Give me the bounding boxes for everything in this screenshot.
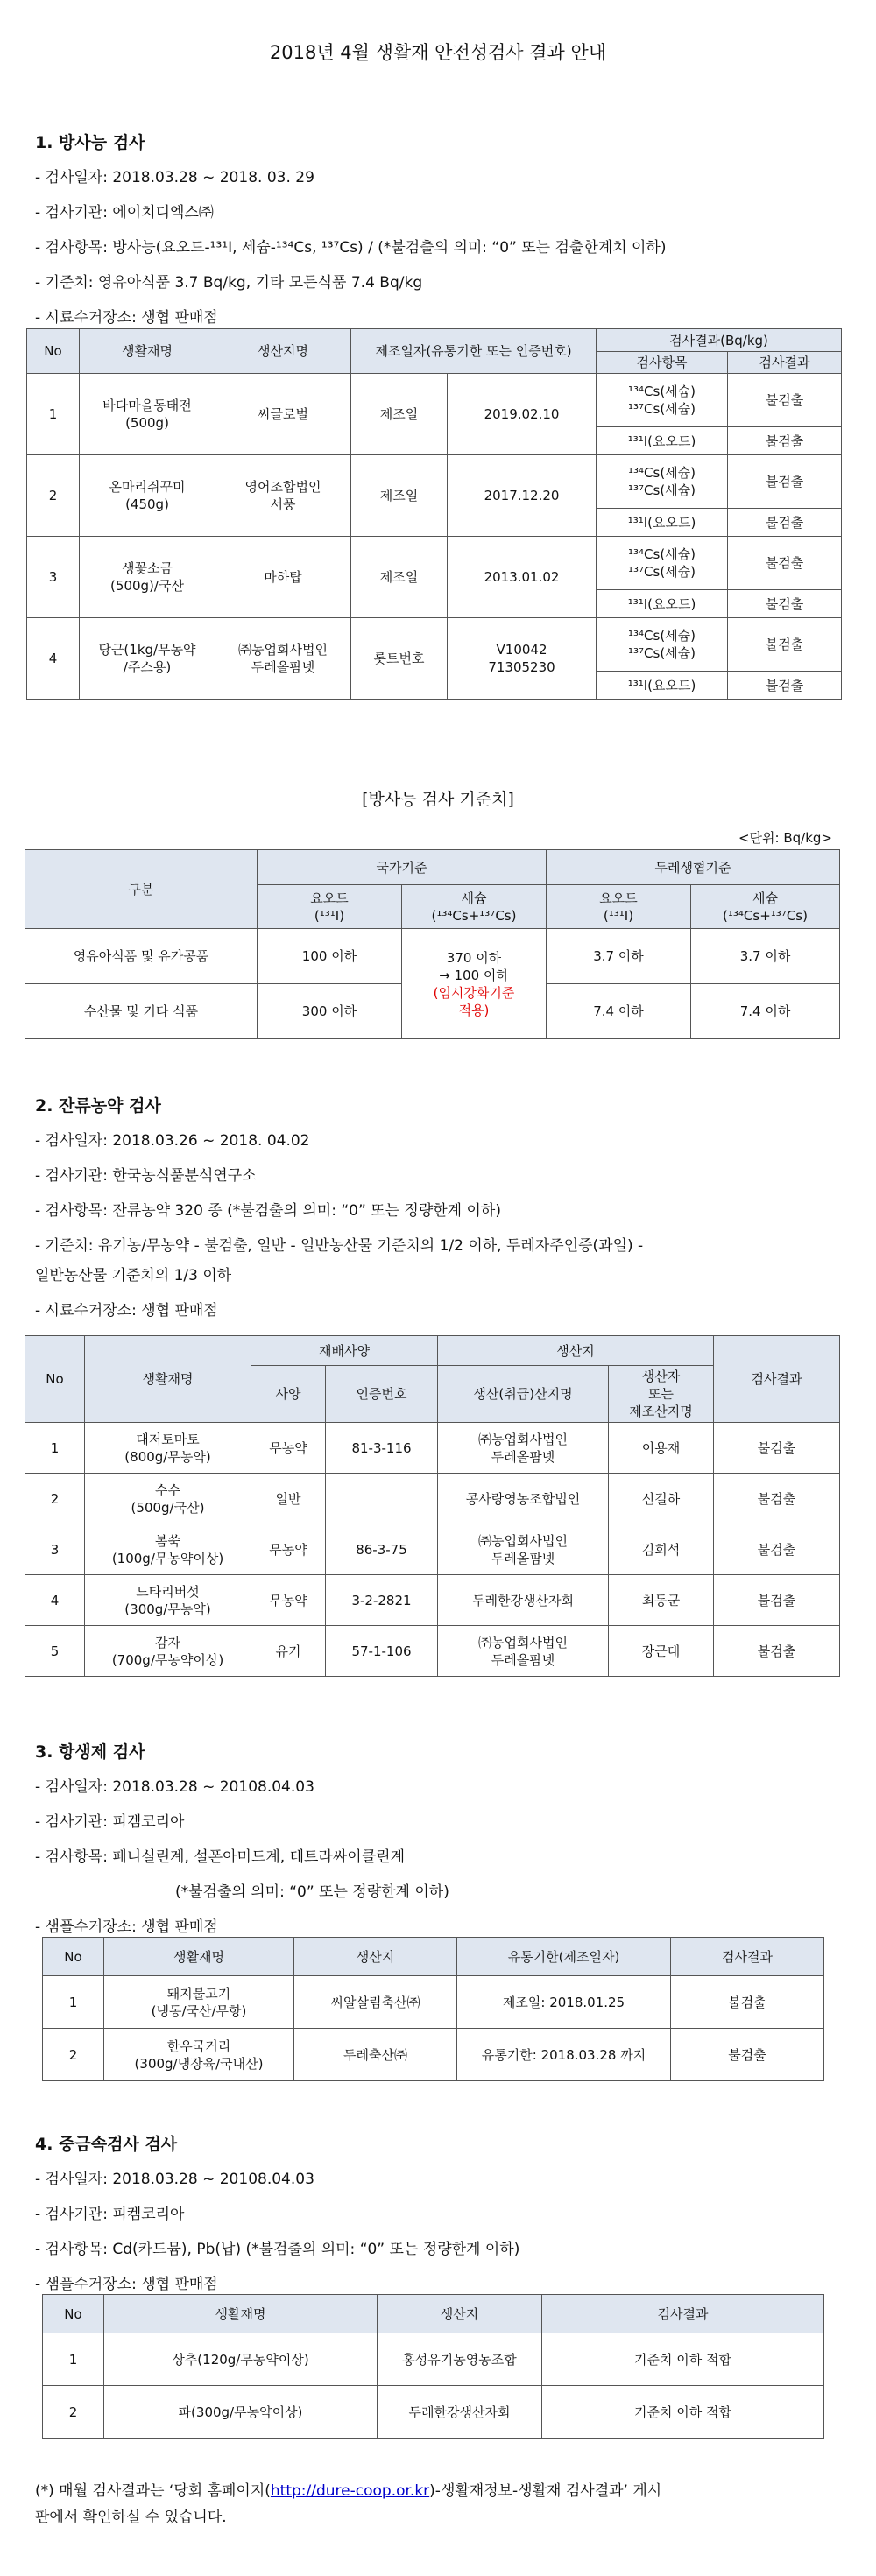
- cell-no: 2: [43, 2386, 104, 2439]
- cell-item: ¹³⁴Cs(세슘) ¹³⁷Cs(세슘): [597, 537, 728, 590]
- cell-producer: 장근대: [609, 1626, 714, 1677]
- cell-producer: 최동군: [609, 1575, 714, 1626]
- cell-label: 수산물 및 기타 식품: [25, 984, 258, 1039]
- col-no: No: [27, 329, 80, 374]
- col-name: 생활재명: [85, 1336, 251, 1423]
- table-row: [43, 2386, 824, 2439]
- col-no: No: [43, 1938, 104, 1976]
- cell-origin: 홍성유기농영농조합: [378, 2333, 542, 2386]
- cell-origin: 씨글로벌: [215, 374, 351, 455]
- cell-spec: 무농약: [251, 1575, 326, 1626]
- cell-value: 300 이하: [258, 984, 402, 1039]
- cell-result: 기준치 이하 적합: [542, 2333, 824, 2386]
- footer-note: [35, 2478, 850, 2530]
- info-line: - 검사일자: 2018.03.28 ~ 20108.04.03: [35, 1778, 314, 1796]
- cell-result: 불검출: [671, 2029, 824, 2081]
- col-name: 생활재명: [80, 329, 215, 374]
- cell-result: 불검출: [728, 618, 842, 672]
- col-iodine: 요오드 (¹³¹I): [258, 885, 402, 929]
- col-farm: 재배사양: [251, 1336, 438, 1366]
- pesticide-table: [25, 1335, 840, 1677]
- cell-name: 수수 (500g/국산): [85, 1474, 251, 1524]
- col-cesium: 세슘 (¹³⁴Cs+¹³⁷Cs): [691, 885, 840, 929]
- cell-name: 상추(120g/무농약이상): [104, 2333, 378, 2386]
- cell-origin: 마하탑: [215, 537, 351, 618]
- col-name: 생활재명: [104, 1938, 294, 1976]
- info-line: - 시료수거장소: 생협 판매점: [35, 309, 218, 327]
- cell-result: 불검출: [728, 537, 842, 590]
- info-line: - 검사항목: 잔류농약 320 종 (*불검출의 의미: “0” 또는 정량한계 이하): [35, 1202, 501, 1220]
- cell-result: 불검출: [714, 1626, 840, 1677]
- cesium-note: (임시강화기준 적용): [433, 984, 515, 1018]
- standards-unit: <단위: Bq/kg>: [738, 830, 832, 846]
- cell-prod: ㈜농업회사법인 두레올팜넷: [438, 1524, 609, 1575]
- cell-no: 2: [27, 455, 80, 537]
- info-line: - 기준치: 유기농/무농약 - 불검출, 일반 - 일반농산물 기준치의 1/2 이하, 두레자주인증(과일) -: [35, 1237, 644, 1255]
- cell-name: 온마리쥐꾸미 (450g): [80, 455, 215, 537]
- cell-result: 불검출: [728, 672, 842, 700]
- cell-no: 5: [25, 1626, 85, 1677]
- cell-name: 당근(1kg/무농약 /주스용): [80, 618, 215, 700]
- section-heading: 4. 중금속검사 검사: [35, 2135, 178, 2154]
- cell-cert: 3-2-2821: [326, 1575, 438, 1626]
- cell-date: 2017.12.20: [448, 455, 597, 537]
- standards-heading: [방사능 검사 기준치]: [362, 790, 514, 809]
- cell-name: 바다마을동태전 (500g): [80, 374, 215, 455]
- cell-date-type: 제조일: [351, 537, 448, 618]
- col-origin: 생산지: [438, 1336, 714, 1366]
- section-antibiotics: [35, 1739, 850, 1952]
- cell-value: 7.4 이하: [691, 984, 840, 1039]
- cell-result: 기준치 이하 적합: [542, 2386, 824, 2439]
- col-result: 검사결과: [714, 1336, 840, 1423]
- cell-date-type: 제조일: [351, 455, 448, 537]
- table-row: [27, 537, 842, 590]
- info-line: - 시료수거장소: 생협 판매점: [35, 1302, 218, 1320]
- heavy-metals-table: [42, 2294, 824, 2439]
- cell-prod: 두레한강생산자회: [438, 1575, 609, 1626]
- info-line: - 검사일자: 2018.03.26 ~ 2018. 04.02: [35, 1132, 310, 1150]
- info-line: - 샘플수거장소: 생협 판매점: [35, 1918, 218, 1936]
- col-producer: 생산자 또는 제조산지명: [609, 1366, 714, 1423]
- cell-name: 감자 (700g/무농약이상): [85, 1626, 251, 1677]
- cell-name: 돼지불고기 (냉동/국산/무항): [104, 1976, 294, 2029]
- cell-name: 파(300g/무농약이상): [104, 2386, 378, 2439]
- cell-no: 3: [25, 1524, 85, 1575]
- col-no: No: [25, 1336, 85, 1423]
- table-row: [27, 455, 842, 509]
- table-row: [25, 1474, 840, 1524]
- cell-result: 불검출: [714, 1423, 840, 1474]
- section-pesticide: [35, 1093, 850, 1335]
- cell-date: 2013.01.02: [448, 537, 597, 618]
- cell-spec: 무농약: [251, 1524, 326, 1575]
- col-result: 검사결과: [671, 1938, 824, 1976]
- cell-spec: 유기: [251, 1626, 326, 1677]
- cell-value: 7.4 이하: [547, 984, 691, 1039]
- footer-line: [35, 2478, 850, 2504]
- col-gubun: 구분: [25, 850, 258, 929]
- table-row: [27, 618, 842, 672]
- info-line: - 검사항목: Cd(카드뮴), Pb(납) (*불검출의 의미: “0” 또는 정량한계 이하): [35, 2241, 520, 2258]
- cell-item: ¹³¹I(요오드): [597, 509, 728, 537]
- col-prod: 생산(취급)산지명: [438, 1366, 609, 1423]
- cell-no: 2: [43, 2029, 104, 2081]
- col-dure: 두레생협기준: [547, 850, 840, 885]
- cell-no: 1: [43, 1976, 104, 2029]
- cell-no: 4: [27, 618, 80, 700]
- cell-origin: 영어조합법인 서풍: [215, 455, 351, 537]
- section-heavy-metals: [35, 2131, 850, 2309]
- section-radiation: [35, 130, 850, 342]
- cell-spec: 무농약: [251, 1423, 326, 1474]
- col-origin: 생산지: [294, 1938, 457, 1976]
- cell-date: 유통기한: 2018.03.28 까지: [457, 2029, 671, 2081]
- info-line: - 검사항목: 페니실린계, 설폰아미드계, 테트라싸이클린계: [35, 1848, 405, 1866]
- col-cesium: 세슘 (¹³⁴Cs+¹³⁷Cs): [402, 885, 547, 929]
- radiation-table: [26, 328, 842, 700]
- table-row: [43, 1976, 824, 2029]
- cell-value: 100 이하: [258, 929, 402, 984]
- section-heading: 3. 항생제 검사: [35, 1742, 145, 1762]
- cell-origin: 씨알살림축산㈜: [294, 1976, 457, 2029]
- col-result: 검사결과(Bq/kg): [597, 329, 842, 352]
- cell-result: 불검출: [714, 1575, 840, 1626]
- cell-cert: 81-3-116: [326, 1423, 438, 1474]
- section-heading: 1. 방사능 검사: [35, 133, 145, 152]
- cell-no: 1: [27, 374, 80, 455]
- col-no: No: [43, 2295, 104, 2333]
- cell-prod: ㈜농업회사법인 두레올팜넷: [438, 1423, 609, 1474]
- homepage-link[interactable]: http://dure-coop.or.kr: [270, 2482, 430, 2500]
- cell-result: 불검출: [714, 1524, 840, 1575]
- footer-text: (*) 매월 검사결과는 ‘당회 홈페이지(: [35, 2482, 271, 2500]
- standards-table: [25, 849, 840, 1039]
- cell-no: 4: [25, 1575, 85, 1626]
- cell-item: ¹³⁴Cs(세슘) ¹³⁷Cs(세슘): [597, 455, 728, 509]
- cell-name: 느타리버섯 (300g/무농약): [85, 1575, 251, 1626]
- cell-item: ¹³⁴Cs(세슘) ¹³⁷Cs(세슘): [597, 618, 728, 672]
- table-row: [25, 1524, 840, 1575]
- col-cert: 인증번호: [326, 1366, 438, 1423]
- cell-prod: ㈜농업회사법인 두레올팜넷: [438, 1626, 609, 1677]
- cell-no: 1: [43, 2333, 104, 2386]
- info-line: - 검사일자: 2018.03.28 ~ 2018. 03. 29: [35, 169, 314, 187]
- cesium-limit: 370 이하 → 100 이하: [439, 949, 509, 983]
- cell-producer: 이용재: [609, 1423, 714, 1474]
- section-heading: 2. 잔류농약 검사: [35, 1096, 161, 1116]
- table-row: [25, 1423, 840, 1474]
- cell-value: 3.7 이하: [691, 929, 840, 984]
- cell-no: 3: [27, 537, 80, 618]
- cell-prod: 콩사랑영농조합법인: [438, 1474, 609, 1524]
- cell-result: 불검출: [728, 427, 842, 455]
- cell-cesium-national: [402, 929, 547, 1039]
- info-line: - 검사일자: 2018.03.28 ~ 20108.04.03: [35, 2171, 314, 2188]
- cell-origin: 두레한강생산자회: [378, 2386, 542, 2439]
- cell-date-type: 롯트번호: [351, 618, 448, 700]
- info-line: - 검사기관: 한국농식품분석연구소: [35, 1167, 257, 1185]
- info-line: - 기준치: 영유아식품 3.7 Bq/kg, 기타 모든식품 7.4 Bq/kg: [35, 274, 423, 292]
- cell-producer: 김희석: [609, 1524, 714, 1575]
- cell-name: 생꽃소금 (500g)/국산: [80, 537, 215, 618]
- footer-line: 판에서 확인하실 수 있습니다.: [35, 2509, 227, 2526]
- col-origin: 생산지명: [215, 329, 351, 374]
- cell-item: ¹³⁴Cs(세슘) ¹³⁷Cs(세슘): [597, 374, 728, 427]
- table-row: [25, 1626, 840, 1677]
- cell-item: ¹³¹I(요오드): [597, 427, 728, 455]
- cell-spec: 일반: [251, 1474, 326, 1524]
- info-line: - 샘플수거장소: 생협 판매점: [35, 2276, 218, 2293]
- table-row: [43, 2029, 824, 2081]
- footer-text: )-생활재정보-생활재 검사결과’ 게시: [429, 2482, 662, 2500]
- cell-cert: [326, 1474, 438, 1524]
- col-date: 제조일자(유통기한 또는 인증번호): [351, 329, 597, 374]
- antibiotics-table: [42, 1937, 824, 2081]
- cell-result: 불검출: [714, 1474, 840, 1524]
- col-item: 검사항목: [597, 352, 728, 374]
- cell-result: 불검출: [728, 590, 842, 618]
- col-name: 생활재명: [104, 2295, 378, 2333]
- cell-no: 1: [25, 1423, 85, 1474]
- col-date: 유통기한(제조일자): [457, 1938, 671, 1976]
- col-spec: 사양: [251, 1366, 326, 1423]
- cell-no: 2: [25, 1474, 85, 1524]
- table-row: [25, 1575, 840, 1626]
- cell-result: 불검출: [728, 455, 842, 509]
- cell-origin: 두레축산㈜: [294, 2029, 457, 2081]
- col-origin: 생산지: [378, 2295, 542, 2333]
- info-line: - 검사기관: 피켐코리아: [35, 2206, 185, 2223]
- info-line: - 검사항목: 방사능(요오드-¹³¹I, 세슘-¹³⁴Cs, ¹³⁷Cs) / (*불검출의 의미: “0” 또는 검출한계치 이하): [35, 239, 667, 257]
- col-national: 국가기준: [258, 850, 547, 885]
- cell-value: 3.7 이하: [547, 929, 691, 984]
- cell-label: 영유아식품 및 유가공품: [25, 929, 258, 984]
- info-line: (*불검출의 의미: “0” 또는 정량한계 이하): [175, 1883, 449, 1901]
- col-res: 검사결과: [728, 352, 842, 374]
- info-line: - 검사기관: 피켐코리아: [35, 1813, 185, 1831]
- cell-date: V10042 71305230: [448, 618, 597, 700]
- table-row: [43, 2333, 824, 2386]
- info-line: 일반농산물 기준치의 1/3 이하: [35, 1267, 232, 1284]
- cell-cert: 86-3-75: [326, 1524, 438, 1575]
- cell-item: ¹³¹I(요오드): [597, 672, 728, 700]
- cell-date: 제조일: 2018.01.25: [457, 1976, 671, 2029]
- cell-date: 2019.02.10: [448, 374, 597, 455]
- cell-date-type: 제조일: [351, 374, 448, 455]
- cell-item: ¹³¹I(요오드): [597, 590, 728, 618]
- cell-result: 불검출: [728, 374, 842, 427]
- col-result: 검사결과: [542, 2295, 824, 2333]
- page-title: 2018년 4월 생활재 안전성검사 결과 안내: [269, 42, 607, 63]
- cell-producer: 신길하: [609, 1474, 714, 1524]
- cell-name: 대저토마토 (800g/무농약): [85, 1423, 251, 1474]
- cell-name: 봄쑥 (100g/무농약이상): [85, 1524, 251, 1575]
- cell-origin: ㈜농업회사법인 두레올팜넷: [215, 618, 351, 700]
- cell-cert: 57-1-106: [326, 1626, 438, 1677]
- cell-result: 불검출: [671, 1976, 824, 2029]
- cell-result: 불검출: [728, 509, 842, 537]
- table-row: [27, 374, 842, 427]
- table-row: [25, 929, 840, 984]
- info-line: - 검사기관: 에이치디엑스㈜: [35, 204, 214, 222]
- cell-name: 한우국거리 (300g/냉장육/국내산): [104, 2029, 294, 2081]
- col-iodine: 요오드 (¹³¹I): [547, 885, 691, 929]
